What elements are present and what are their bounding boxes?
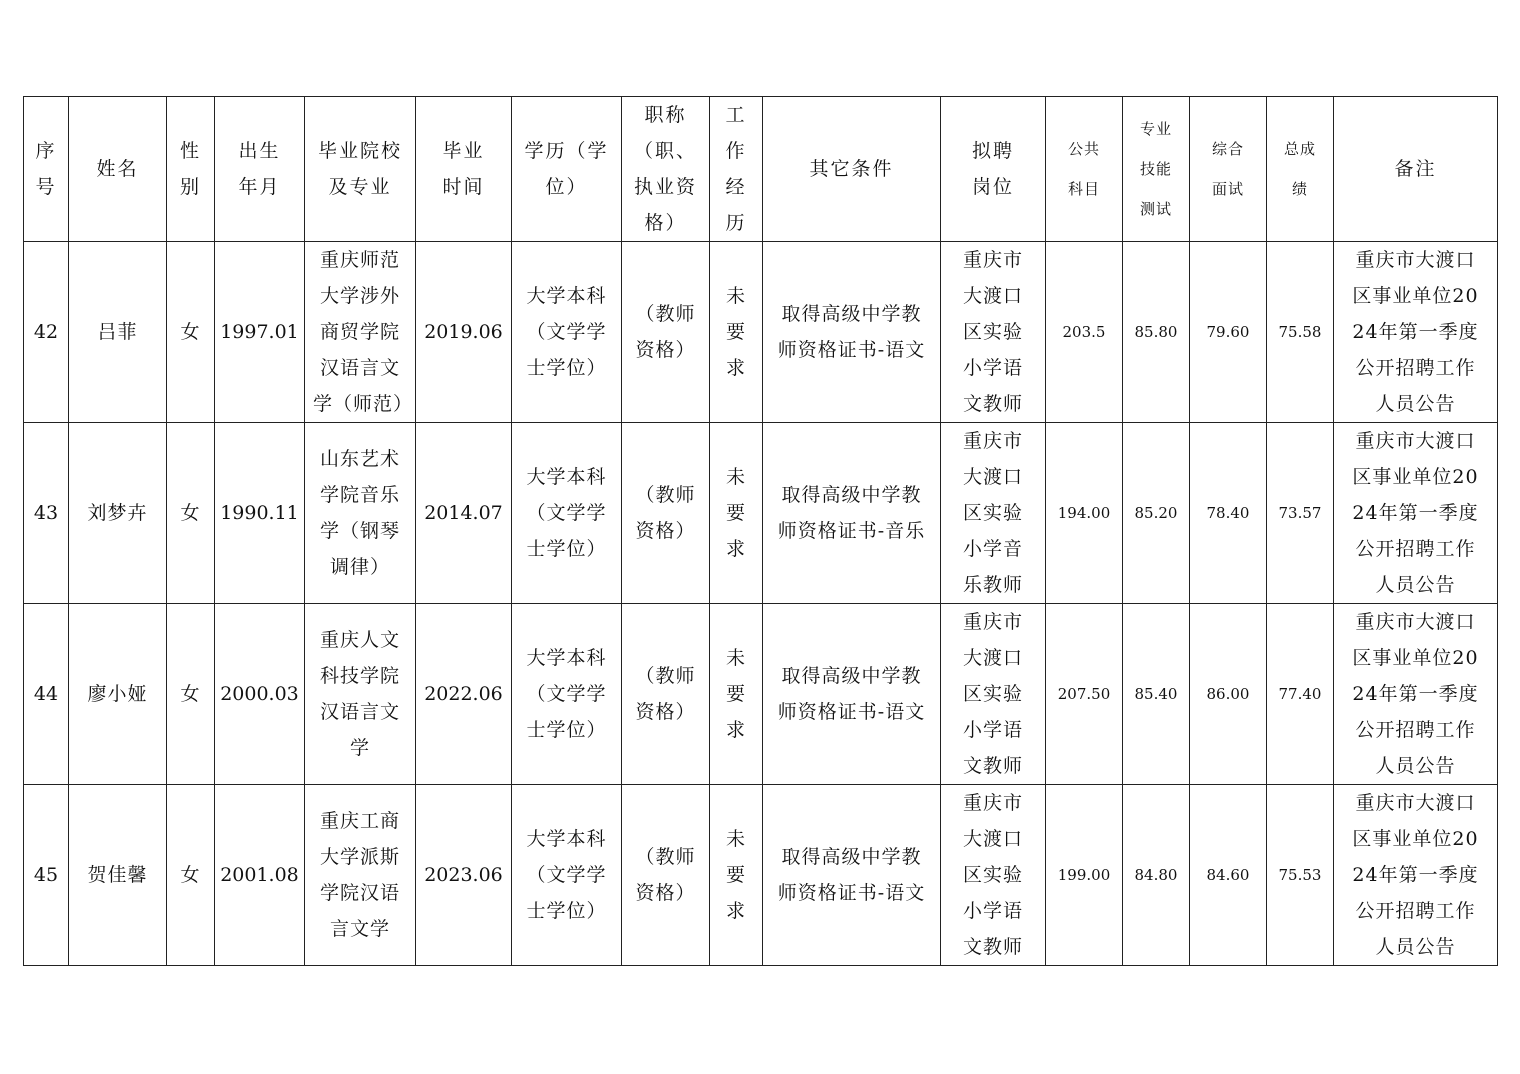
- header-cell: 出生年月: [215, 97, 305, 242]
- candidate-gender: 女: [167, 604, 215, 785]
- professional-title: （教师资格）: [622, 242, 710, 423]
- graduation-date: 2014.07: [416, 423, 512, 604]
- table-row: [24, 242, 1498, 423]
- header-cell: 毕业院校及专业: [305, 97, 416, 242]
- birth-date: 2000.03: [215, 604, 305, 785]
- birth-date: 1997.01: [215, 242, 305, 423]
- remarks: 重庆市大渡口区事业单位2024年第一季度公开招聘工作人员公告: [1334, 242, 1498, 423]
- school-major: 重庆人文科技学院汉语言文学: [305, 604, 416, 785]
- candidate-table: [23, 96, 1498, 966]
- candidate-gender: 女: [167, 242, 215, 423]
- interview-score: 86.00: [1190, 604, 1267, 785]
- header-cell: 性别: [167, 97, 215, 242]
- header-cell: 拟聘岗位: [941, 97, 1046, 242]
- proposed-post: 重庆市大渡口区实验小学语文教师: [941, 785, 1046, 966]
- candidate-name: 贺佳馨: [69, 785, 167, 966]
- professional-title: （教师资格）: [622, 785, 710, 966]
- total-score: 75.53: [1267, 785, 1334, 966]
- graduation-date: 2023.06: [416, 785, 512, 966]
- header-cell: 毕业时间: [416, 97, 512, 242]
- education: 大学本科（文学学士学位）: [512, 604, 622, 785]
- header-cell: 姓名: [69, 97, 167, 242]
- other-conditions: 取得高级中学教师资格证书-语文: [763, 242, 941, 423]
- interview-score: 84.60: [1190, 785, 1267, 966]
- table-row: [24, 423, 1498, 604]
- proposed-post: 重庆市大渡口区实验小学音乐教师: [941, 423, 1046, 604]
- header-cell: 学历（学位）: [512, 97, 622, 242]
- header-cell: 其它条件: [763, 97, 941, 242]
- graduation-date: 2019.06: [416, 242, 512, 423]
- candidate-gender: 女: [167, 423, 215, 604]
- education: 大学本科（文学学士学位）: [512, 423, 622, 604]
- school-major: 重庆师范大学涉外商贸学院汉语言文学（师范）: [305, 242, 416, 423]
- header-cell: 总成绩: [1267, 97, 1334, 242]
- table-row: [24, 604, 1498, 785]
- total-score: 75.58: [1267, 242, 1334, 423]
- row-number: 42: [24, 242, 69, 423]
- skill-score: 85.40: [1123, 604, 1190, 785]
- candidate-name: 吕菲: [69, 242, 167, 423]
- remarks: 重庆市大渡口区事业单位2024年第一季度公开招聘工作人员公告: [1334, 604, 1498, 785]
- row-number: 43: [24, 423, 69, 604]
- school-major: 山东艺术学院音乐学（钢琴调律）: [305, 423, 416, 604]
- interview-score: 79.60: [1190, 242, 1267, 423]
- proposed-post: 重庆市大渡口区实验小学语文教师: [941, 242, 1046, 423]
- header-cell: 公共科目: [1046, 97, 1123, 242]
- total-score: 73.57: [1267, 423, 1334, 604]
- skill-score: 84.80: [1123, 785, 1190, 966]
- graduation-date: 2022.06: [416, 604, 512, 785]
- interview-score: 78.40: [1190, 423, 1267, 604]
- header-cell: 职称（职、执业资格）: [622, 97, 710, 242]
- professional-title: （教师资格）: [622, 423, 710, 604]
- header-cell: 综合面试: [1190, 97, 1267, 242]
- skill-score: 85.80: [1123, 242, 1190, 423]
- remarks: 重庆市大渡口区事业单位2024年第一季度公开招聘工作人员公告: [1334, 423, 1498, 604]
- header-cell: 专业技能测试: [1123, 97, 1190, 242]
- proposed-post: 重庆市大渡口区实验小学语文教师: [941, 604, 1046, 785]
- public-score: 194.00: [1046, 423, 1123, 604]
- candidate-name: 刘梦卉: [69, 423, 167, 604]
- candidate-name: 廖小娅: [69, 604, 167, 785]
- birth-date: 2001.08: [215, 785, 305, 966]
- work-experience: 未要求: [710, 242, 763, 423]
- birth-date: 1990.11: [215, 423, 305, 604]
- school-major: 重庆工商大学派斯学院汉语言文学: [305, 785, 416, 966]
- table-row: [24, 785, 1498, 966]
- remarks: 重庆市大渡口区事业单位2024年第一季度公开招聘工作人员公告: [1334, 785, 1498, 966]
- other-conditions: 取得高级中学教师资格证书-语文: [763, 785, 941, 966]
- other-conditions: 取得高级中学教师资格证书-音乐: [763, 423, 941, 604]
- work-experience: 未要求: [710, 423, 763, 604]
- professional-title: （教师资格）: [622, 604, 710, 785]
- skill-score: 85.20: [1123, 423, 1190, 604]
- header-row: [24, 97, 1498, 242]
- header-cell: 工作经历: [710, 97, 763, 242]
- public-score: 199.00: [1046, 785, 1123, 966]
- candidate-gender: 女: [167, 785, 215, 966]
- other-conditions: 取得高级中学教师资格证书-语文: [763, 604, 941, 785]
- work-experience: 未要求: [710, 785, 763, 966]
- total-score: 77.40: [1267, 604, 1334, 785]
- header-cell: 序号: [24, 97, 69, 242]
- education: 大学本科（文学学士学位）: [512, 242, 622, 423]
- row-number: 45: [24, 785, 69, 966]
- work-experience: 未要求: [710, 604, 763, 785]
- row-number: 44: [24, 604, 69, 785]
- public-score: 207.50: [1046, 604, 1123, 785]
- education: 大学本科（文学学士学位）: [512, 785, 622, 966]
- public-score: 203.5: [1046, 242, 1123, 423]
- header-cell: 备注: [1334, 97, 1498, 242]
